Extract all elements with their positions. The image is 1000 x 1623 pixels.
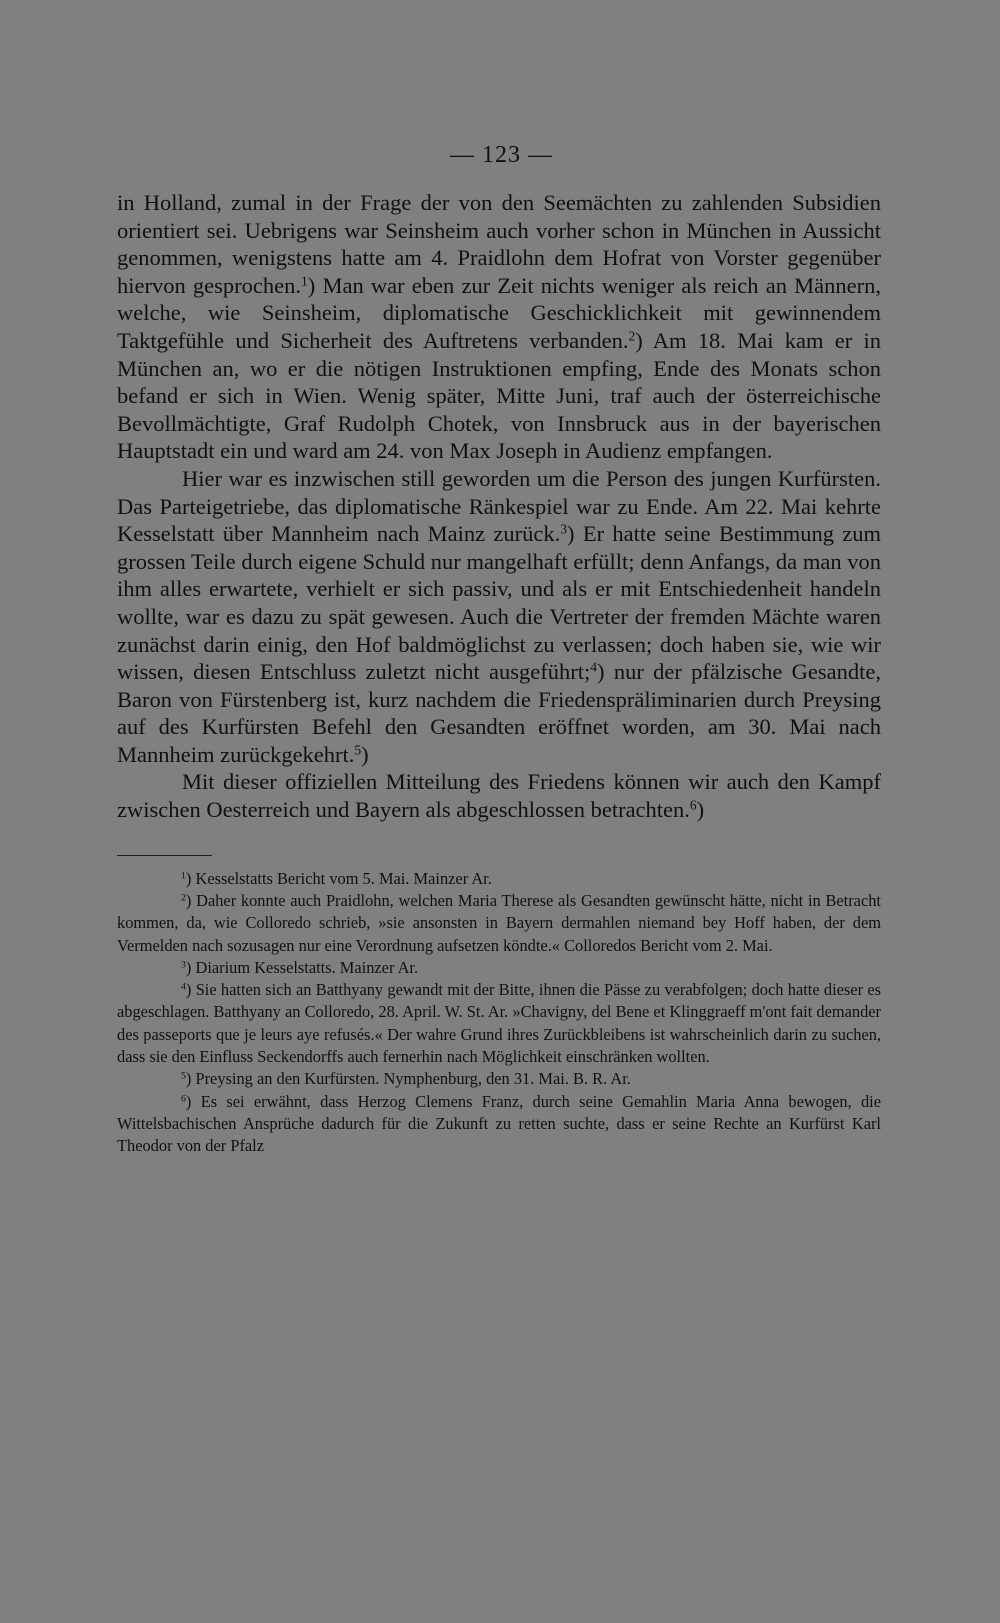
footnote-6: $^6$) Es sei erwähnt, dass Herzog Clemens Franz, durch seine Gemahlin Maria Anna bewogen, die Wittelsbachischen Ansprüche dadurch für die Zukunft zu retten suchte, dass er seine Rechte an Kurfürst Karl Theodor von der Pfalz (117, 1091, 881, 1156)
footnote-5: $^5$) Preysing an den Kurfürsten. Nymphenburg, den 31. Mai. B. R. Ar. (181, 1069, 631, 1089)
footnote-label: 1 (181, 870, 186, 882)
paragraph-1: in Holland, zumal in der Frage der von den Seemächten zu zahlenden Subsidien orientiert sei. Uebrigens war Seinsheim auch vorher schon in München in Aussicht genommen, wenigstens hatte am 4. Praidlohn dem Hofrat von Vorster gegenüber hiervon gesprochen.$^1$) Man war eben zur Zeit nichts weniger als reich an Männern, welche, wie Seinsheim, diplomatische Geschicklichkeit mit gewinnendem Taktgefühle und Sicherheit des Auftretens verbanden.$^2$) Am 18. Mai kam er in München an, wo er die nötigen Instruktionen empfing, Ende des Monats schon befand er sich in Wien. Wenig später, Mitte Juni, traf auch der österreichische Bevollmächtigte, Graf Rudolph Chotek, von Innsbruck aus in der bayerischen Hauptstadt ein und ward am 24. von Max Joseph in Audienz empfangen. (117, 190, 881, 464)
footnote-divider (117, 855, 212, 856)
footnote-label: 5 (181, 1070, 186, 1082)
footnote-ref-3: 3 (560, 521, 568, 537)
page-number: — 123 — (450, 142, 553, 168)
paragraph-3: Mit dieser offiziellen Mitteilung des Friedens können wir auch den Kampf zwischen Oesterreich und Bayern als abgeschlossen betrachten.$^6$) (117, 769, 881, 823)
footnote-ref-1: 1 (301, 273, 308, 289)
text-run: Am 18. Mai kam er in München an, wo er die nötigen Instruktionen empfing, Ende des Monats schon befand er sich in Wien. Wenig später, Mitte Juni, traf auch der österreichische Bevollmächtigte, Graf Rudolph Chotek, von Innsbruck aus in der bayerischen Hauptstadt ein und ward am 24. von Max Joseph in Audienz empfangen. (117, 327, 881, 464)
footnote-ref-4: 4 (590, 659, 598, 675)
text-run: Mit dieser offiziellen Mitteilung des Friedens können wir auch den Kampf zwischen Oesterreich und Bayern als abgeschlossen betrachten. (117, 769, 881, 823)
footnote-ref-2: 2 (628, 328, 636, 344)
footnote-text: Es sei erwähnt, dass Herzog Clemens Franz, durch seine Gemahlin Maria Anna bewogen, die Wittelsbachischen Ansprüche dadurch für die Zukunft zu retten suchte, dass er seine Rechte an Kurfürst Karl Theodor von der Pfalz (117, 1091, 881, 1156)
footnote-text: Diarium Kesselstatts. Mainzer Ar. (195, 957, 419, 977)
footnote-ref-5: 5 (354, 742, 362, 758)
text-run: Hier war es inzwischen still geworden um die Person des jungen Kurfürsten. Das Parteigetriebe, das diplomatische Ränkespiel war zu Ende. Am 22. Mai kehrte Kesselstatt über Mannheim nach Mainz zurück. (117, 465, 881, 547)
footnote-label: 3 (181, 959, 186, 971)
text-run: Man war eben zur Zeit nichts weniger als reich an Männern, welche, wie Seinsheim, diplomatische Geschicklichkeit mit gewinnendem Taktgefühle und Sicherheit des Auftretens verbanden. (117, 272, 881, 353)
text-run: Er hatte seine Bestimmung zum grossen Teile durch eigene Schuld nur mangelhaft erfüllt; denn Anfangs, da man von ihm alles erwartete, verhielt er sich passiv, und als er mit Entschiedenheit handeln wollte, war es dazu zu spät gewesen. Auch die Vertreter der fremden Mächte waren zunächst darin einig, den Hof baldmöglichst zu verlassen; doch haben sie, wie wir wissen, diesen Entschluss zuletzt nicht ausgeführt; (117, 521, 882, 685)
footnote-3: $^3$) Diarium Kesselstatts. Mainzer Ar. (181, 957, 419, 977)
footnote-label: 2 (181, 892, 186, 904)
footnotes (117, 868, 881, 1158)
text-run: nur der pfälzische Gesandte, Baron von Fürstenberg ist, kurz nachdem die Friedenspräliminarien durch Preysing auf des Kurfürsten Befehl den Gesandten eröffnet worden, am 30. Mai nach Mannheim zurückgekehrt. (117, 659, 881, 767)
footnote-text: Sie hatten sich an Batthyany gewandt mit der Bitte, ihnen die Pässe zu verabfolgen; doch hatte dieser es abgeschlagen. Batthyany an Colloredo, 28. April. W. St. Ar. »Chavigny, del Bene et Klinggraeff m'ont fait demander des passeports que je leurs aye refusés.« Der wahre Grund ihres Zurückbleibens ist wahrscheinlich darin zu suchen, dass sie den Einfluss Seckendorffs auch fernerhin nach Möglichkeit einschränken wollten. (117, 980, 881, 1067)
main-text (117, 189, 881, 824)
footnote-label: 6 (181, 1093, 186, 1105)
footnote-text: Kesselstatts Bericht vom 5. Mai. Mainzer Ar. (195, 868, 492, 888)
footnote-ref-6: 6 (689, 797, 697, 813)
footnote-label: 4 (181, 981, 186, 993)
document-page (117, 135, 881, 1158)
text-run: in Holland, zumal in der Frage der von den Seemächten zu zahlenden Subsidien orientiert sei. Uebrigens war Seinsheim auch vorher schon in München in Aussicht genommen, wenigstens hatte am 4. Praidlohn dem Hofrat von Vorster gegenüber hiervon gesprochen. (117, 190, 881, 298)
footnote-text: Preysing an den Kurfürsten. Nymphenburg, den 31. Mai. B. R. Ar. (195, 1069, 631, 1089)
footnote-1: $^1$) Kesselstatts Bericht vom 5. Mai. Mainzer Ar. (181, 868, 492, 888)
paragraph-2: Hier war es inzwischen still geworden um die Person des jungen Kurfürsten. Das Parteigetriebe, das diplomatische Ränkespiel war zu Ende. Am 22. Mai kehrte Kesselstatt über Mannheim nach Mainz zurück.$^3$) Er hatte seine Bestimmung zum grossen Teile durch eigene Schuld nur mangelhaft erfüllt; denn Anfangs, da man von ihm alles erwartete, verhielt er sich passiv, und als er mit Entschiedenheit handeln wollte, war es dazu zu spät gewesen. Auch die Vertreter der fremden Mächte waren zunächst darin einig, den Hof baldmöglichst zu verlassen; doch haben sie, wie wir wissen, diesen Entschluss zuletzt nicht ausgeführt;$^4$) nur der pfälzische Gesandte, Baron von Fürstenberg ist, kurz nachdem die Friedenspräliminarien durch Preysing auf des Kurfürsten Befehl den Gesandten eröffnet worden, am 30. Mai nach Mannheim zurückgekehrt.$^5$) (117, 465, 882, 767)
footnote-2: $^2$) Daher konnte auch Praidlohn, welchen Maria Therese als Gesandten gewünscht hätte, nicht in Betracht kommen, da, wie Colloredo schrieb, »sie ansonsten in Bayern dermahlen niemand bey Hoff haben, der dem Vermelden nach sozusagen nur eine Verordnung aufsetzen köndte.« Colloredos Bericht vom 2. Mai. (117, 890, 881, 955)
footnote-4: $^4$) Sie hatten sich an Batthyany gewandt mit der Bitte, ihnen die Pässe zu verabfolgen; doch hatte dieser es abgeschlagen. Batthyany an Colloredo, 28. April. W. St. Ar. »Chavigny, del Bene et Klinggraeff m'ont fait demander des passeports que je leurs aye refusés.« Der wahre Grund ihres Zurückbleibens ist wahrscheinlich darin zu suchen, dass sie den Einfluss Seckendorffs auch fernerhin nach Möglichkeit einschränken wollten. (117, 980, 881, 1067)
footnote-text: Daher konnte auch Praidlohn, welchen Maria Therese als Gesandten gewünscht hätte, nicht in Betracht kommen, da, wie Colloredo schrieb, »sie ansonsten in Bayern dermahlen niemand bey Hoff haben, der dem Vermelden nach sozusagen nur eine Verordnung aufsetzen köndte.« Colloredos Bericht vom 2. Mai. (117, 890, 881, 955)
